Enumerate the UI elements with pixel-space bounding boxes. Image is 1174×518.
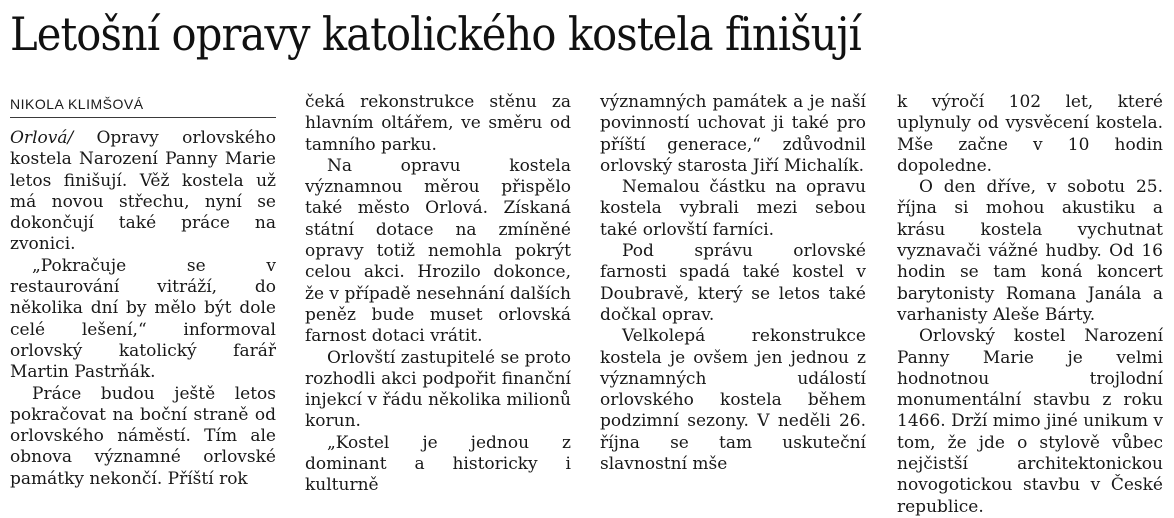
article-paragraph: významných památek a je naší povinností uchovat ji také pro příští generace,“ zdůvodnil orlovský starosta Jiří Michalík. bbox=[600, 92, 866, 176]
article-column-3 bbox=[600, 92, 866, 475]
article-paragraph: O den dříve, v sobotu 25. října si mohou akustiku a krásu kostela vychutnat vyznavači vážné hudby. Od 16 hodin se tam koná koncert barytonisty Romana Janála a varhanisty Aleše Bárty. bbox=[897, 177, 1163, 325]
article-paragraph: Na opravu kostela významnou měrou přispělo také město Orlová. Získaná státní dotace na zmíněné opravy totiž nemohla pokrýt celou akci. Hrozilo dokonce, že v případě nesehnání dalších peněz bude muset orlovská farnost dotaci vrátit. bbox=[305, 155, 571, 347]
article-paragraph: k výročí 102 let, které uplynuly od vysvěcení kostela. Mše začne v 10 hodin dopoledne. bbox=[897, 92, 1163, 176]
dateline: Orlová/ bbox=[10, 128, 74, 148]
article-paragraph: Pod správu orlovské farnosti spadá také kostel v Doubravě, který se letos také dočkal oprav. bbox=[600, 241, 866, 325]
article-column-2 bbox=[305, 92, 571, 497]
paragraph-text: Opravy orlovského kostela Narození Panny Marie letos finišují. Věž kostela už má novou střechu, nyní se dokončují také práce na zvonici. bbox=[10, 128, 276, 255]
article-paragraph: „Kostel je jednou z dominant a historicky i kulturně bbox=[305, 432, 571, 496]
article-paragraph: Velkolepá rekonstrukce kostela je ovšem jen jednou z významných událostí orlovského kostela během podzimní sezony. V neděli 26. října se tam uskuteční slavnostní mše bbox=[600, 326, 866, 475]
byline: NIKOLA KLIMŠOVÁ bbox=[10, 94, 276, 118]
article-column-4 bbox=[897, 92, 1163, 518]
article-headline: Letošní opravy katolického kostela finišují bbox=[10, 7, 861, 61]
article-paragraph: Nemalou částku na opravu kostela vybrali mezi sebou také orlovští farníci. bbox=[600, 177, 866, 240]
article-paragraph: čeká rekonstrukce stěnu za hlavním oltářem, ve směru od tamního parku. bbox=[305, 92, 571, 155]
article-paragraph: Práce budou ještě letos pokračovat na boční straně od orlovského náměstí. Tím ale obnova významné orlovské památky nekončí. Příští rok bbox=[10, 383, 276, 489]
article-column-1 bbox=[10, 94, 276, 490]
article-paragraph: Orlovští zastupitelé se proto rozhodli akci podpořit finanční injekcí v řádu několika milionů korun. bbox=[305, 347, 571, 432]
article-paragraph bbox=[10, 128, 276, 256]
article-paragraph: „Pokračuje se v restaurování vitráží, do několika dní by mělo být dole celé lešení,“ informoval orlovský katolický farář Martin Pastrňák. bbox=[10, 255, 276, 383]
article-paragraph: Orlovský kostel Narození Panny Marie je velmi hodnotnou trojlodní monumentální stavbu z roku 1466. Drží mimo jiné unikum v tom, že jde o stylově vůbec nejčistší architektonickou novogotickou stavbu v České republice. bbox=[897, 326, 1163, 517]
